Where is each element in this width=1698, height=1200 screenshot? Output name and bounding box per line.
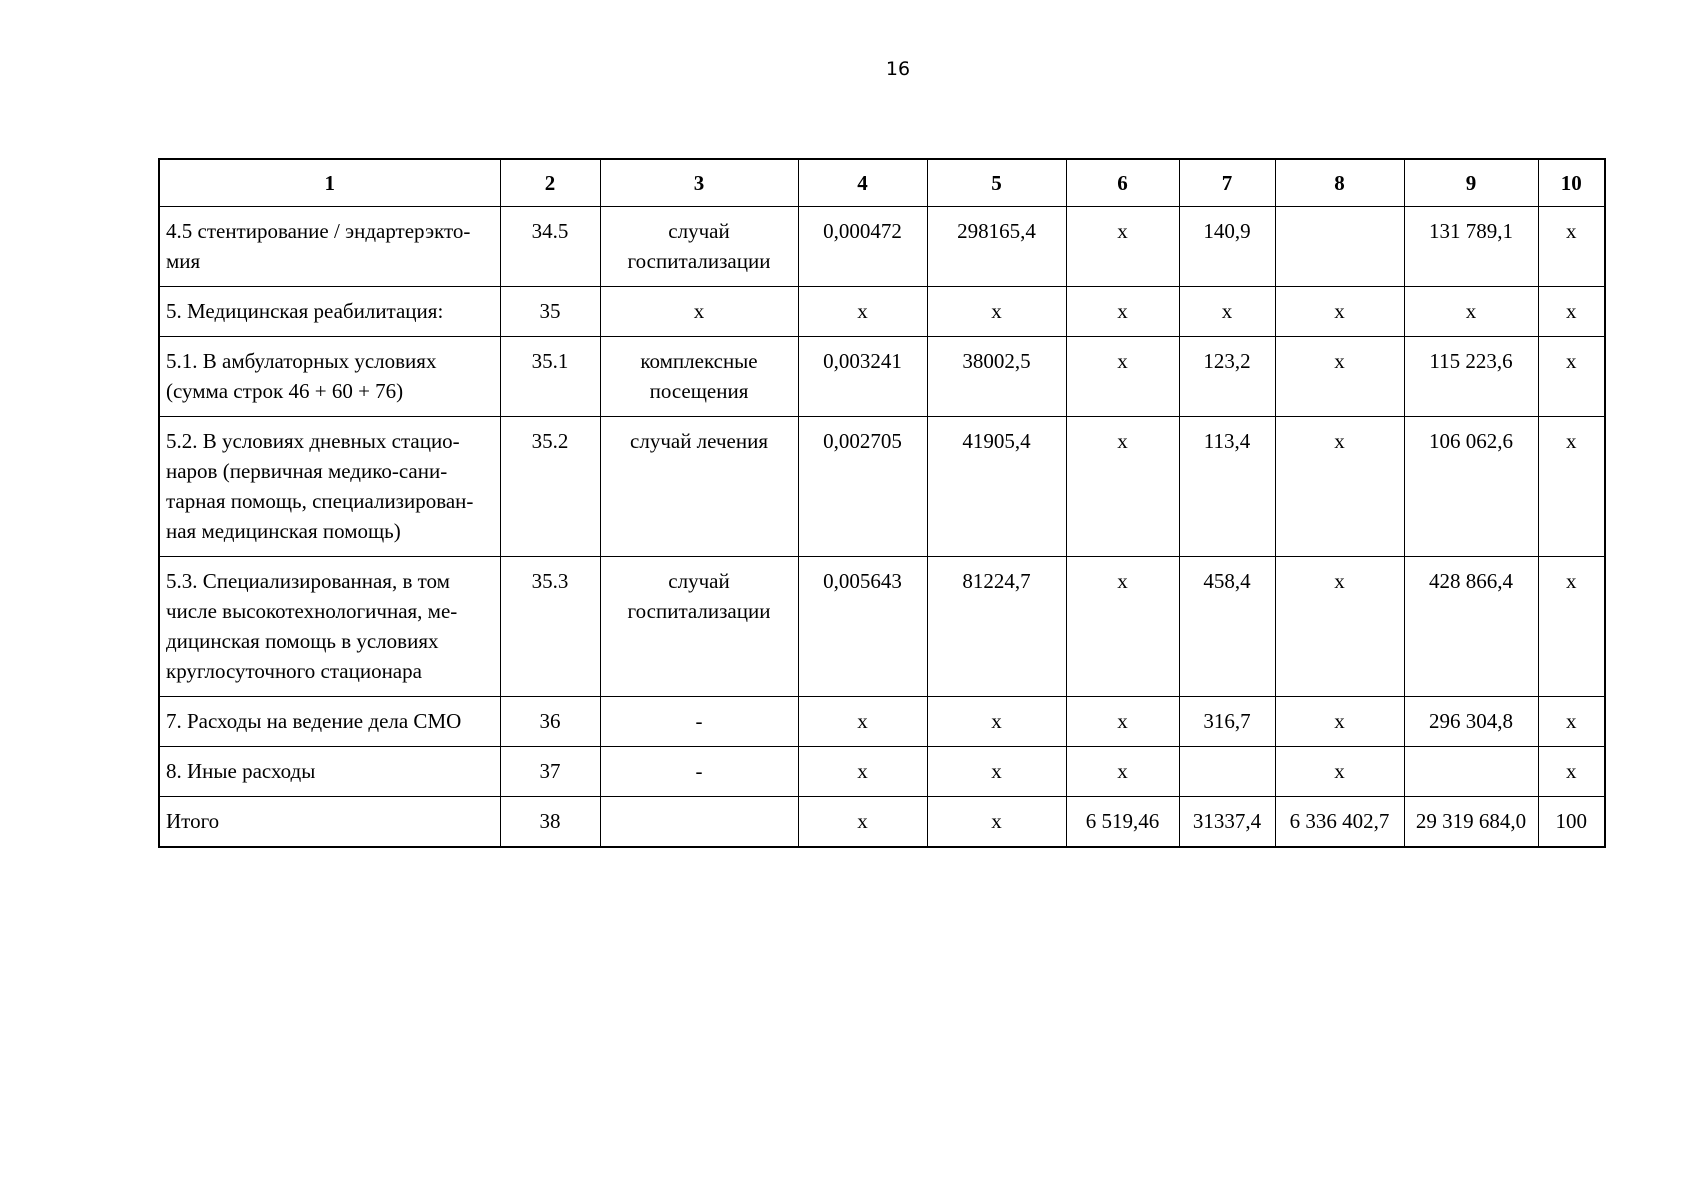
table-cell: 0,005643	[798, 557, 927, 697]
table-cell: 37	[500, 747, 600, 797]
table-cell: 81224,7	[927, 557, 1066, 697]
table-cell: 296 304,8	[1404, 697, 1538, 747]
table-cell: х	[798, 287, 927, 337]
table-cell: 0,003241	[798, 337, 927, 417]
table-cell: х	[798, 747, 927, 797]
table-row	[159, 417, 1605, 557]
table-cell: х	[1275, 287, 1404, 337]
table-cell: 31337,4	[1179, 797, 1275, 848]
table-cell: 36	[500, 697, 600, 747]
header-col-6: 6	[1066, 159, 1179, 207]
header-col-8: 8	[1275, 159, 1404, 207]
table-cell: 35	[500, 287, 600, 337]
table-cell: х	[927, 797, 1066, 848]
table-cell-name: 5.1. В амбулаторных условиях (сумма строк 46 + 60 + 76)	[159, 337, 500, 417]
table-cell: 140,9	[1179, 207, 1275, 287]
table-cell: 38	[500, 797, 600, 848]
table-cell: 41905,4	[927, 417, 1066, 557]
header-col-2: 2	[500, 159, 600, 207]
header-row	[159, 159, 1605, 207]
table-cell: 29 319 684,0	[1404, 797, 1538, 848]
table-cell: х	[1538, 207, 1605, 287]
table-cell: 6 336 402,7	[1275, 797, 1404, 848]
header-col-5: 5	[927, 159, 1066, 207]
header-col-7: 7	[1179, 159, 1275, 207]
table-cell: х	[1538, 557, 1605, 697]
table-cell-name: 5. Медицинская реабилитация:	[159, 287, 500, 337]
table-cell: случай госпитализации	[600, 557, 798, 697]
table-cell: 34.5	[500, 207, 600, 287]
table-cell	[1404, 747, 1538, 797]
page-number: 16	[885, 58, 911, 80]
header-col-9: 9	[1404, 159, 1538, 207]
table-cell: 298165,4	[927, 207, 1066, 287]
table-cell: 123,2	[1179, 337, 1275, 417]
table-cell-name: 5.2. В условиях дневных стацио-наров (первичная медико-сани-тарная помощь, специализирован-ная медицинская помощь)	[159, 417, 500, 557]
table-cell: х	[927, 747, 1066, 797]
table-cell-name: 5.3. Специализированная, в том числе высокотехнологичная, ме-дицинская помощь в условиях круглосуточного стационара	[159, 557, 500, 697]
table-cell: х	[798, 697, 927, 747]
table-cell: х	[1275, 697, 1404, 747]
report-table	[158, 158, 1606, 848]
table-cell: 6 519,46	[1066, 797, 1179, 848]
table-cell: х	[1538, 747, 1605, 797]
table-cell: х	[1404, 287, 1538, 337]
table-cell: 115 223,6	[1404, 337, 1538, 417]
table-row	[159, 747, 1605, 797]
table-cell: х	[927, 697, 1066, 747]
table-cell: х	[1066, 747, 1179, 797]
header-col-4: 4	[798, 159, 927, 207]
table-cell: 35.3	[500, 557, 600, 697]
table-cell: 316,7	[1179, 697, 1275, 747]
table-cell: х	[1538, 287, 1605, 337]
table-cell: х	[798, 797, 927, 848]
table-cell: 428 866,4	[1404, 557, 1538, 697]
table-cell: 38002,5	[927, 337, 1066, 417]
table-row-total	[159, 797, 1605, 848]
table-cell: х	[1066, 417, 1179, 557]
table-cell: х	[1538, 337, 1605, 417]
table-cell: -	[600, 697, 798, 747]
table-cell: х	[600, 287, 798, 337]
table-cell	[1275, 207, 1404, 287]
table-cell: х	[1275, 747, 1404, 797]
table-row	[159, 337, 1605, 417]
table-cell: 35.1	[500, 337, 600, 417]
table-cell: случай лечения	[600, 417, 798, 557]
table-row	[159, 207, 1605, 287]
table-cell: 106 062,6	[1404, 417, 1538, 557]
table-cell-name: 8. Иные расходы	[159, 747, 500, 797]
table-cell: х	[1066, 207, 1179, 287]
table-cell: х	[1066, 697, 1179, 747]
header-col-3: 3	[600, 159, 798, 207]
table-cell: х	[1538, 697, 1605, 747]
table-cell: х	[1066, 287, 1179, 337]
table-cell	[1179, 747, 1275, 797]
table-cell: х	[1066, 337, 1179, 417]
table-cell: х	[1275, 417, 1404, 557]
table-cell-name: 4.5 стентирование / эндартерэкто-мия	[159, 207, 500, 287]
table-cell: х	[1179, 287, 1275, 337]
table-cell: комплексные посещения	[600, 337, 798, 417]
table-cell: 0,000472	[798, 207, 927, 287]
table-cell: х	[1275, 337, 1404, 417]
table-cell	[600, 797, 798, 848]
table-cell-name: Итого	[159, 797, 500, 848]
header-col-1: 1	[159, 159, 500, 207]
table-cell: х	[1538, 417, 1605, 557]
table-cell-name: 7. Расходы на ведение дела СМО	[159, 697, 500, 747]
table-cell: х	[927, 287, 1066, 337]
table-row	[159, 557, 1605, 697]
table-row	[159, 287, 1605, 337]
table-cell: 131 789,1	[1404, 207, 1538, 287]
header-col-10: 10	[1538, 159, 1605, 207]
table-row	[159, 697, 1605, 747]
table-cell: 113,4	[1179, 417, 1275, 557]
table-cell: х	[1066, 557, 1179, 697]
table-cell: случай госпитализации	[600, 207, 798, 287]
table-cell: 100	[1538, 797, 1605, 848]
table-cell: 35.2	[500, 417, 600, 557]
table-cell: х	[1275, 557, 1404, 697]
table-cell: -	[600, 747, 798, 797]
table-cell: 0,002705	[798, 417, 927, 557]
table-cell: 458,4	[1179, 557, 1275, 697]
